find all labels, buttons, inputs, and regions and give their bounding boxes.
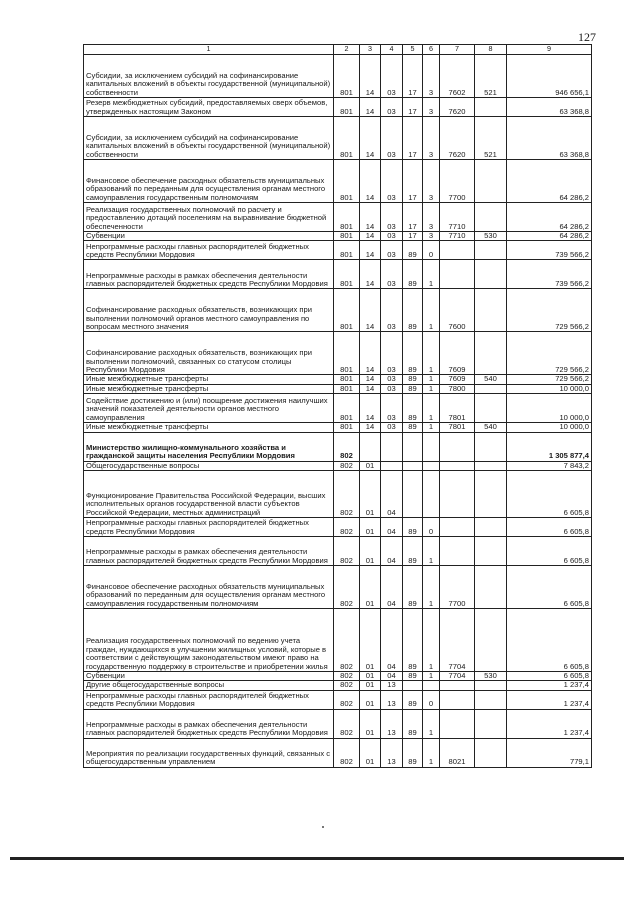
program-code <box>403 681 423 690</box>
column-header-2: 2 <box>334 45 360 55</box>
amount: 1 237,4 <box>507 681 592 690</box>
scan-speck <box>322 826 324 828</box>
target-article-code: 8021 <box>440 738 475 767</box>
program-code: 89 <box>403 332 423 375</box>
row-name: Непрограммные расходы главных распорядителей бюджетных средств Республики Мордовия <box>84 518 334 537</box>
bottom-rule <box>10 857 624 860</box>
expense-type-code <box>475 384 507 393</box>
table-row <box>84 117 592 160</box>
column-header-8: 8 <box>475 45 507 55</box>
subsection-code: 03 <box>381 160 403 203</box>
expense-type-code <box>475 518 507 537</box>
amount: 64 286,2 <box>507 203 592 232</box>
section-code: 01 <box>360 471 381 518</box>
ministry-code: 802 <box>334 461 360 470</box>
section-code: 14 <box>360 384 381 393</box>
program-code: 89 <box>403 241 423 260</box>
row-name: Софинансирование расходных обязательств, возникающих при выполнении полномочий, связанных со статусом столицы Республики Мордовия <box>84 332 334 375</box>
table-row <box>84 55 592 98</box>
amount: 10 000,0 <box>507 423 592 432</box>
ministry-code: 801 <box>334 55 360 98</box>
program-code: 89 <box>403 384 423 393</box>
row-name: Софинансирование расходных обязательств, возникающих при выполнении полномочий органов местного самоуправления по вопросам местного значения <box>84 289 334 332</box>
target-article-code: 7620 <box>440 98 475 117</box>
expense-type-code <box>475 566 507 609</box>
ministry-code: 801 <box>334 260 360 289</box>
section-code: 14 <box>360 260 381 289</box>
column-header-6: 6 <box>423 45 440 55</box>
budget-table <box>83 44 592 768</box>
section-code: 14 <box>360 289 381 332</box>
subsection-code: 03 <box>381 394 403 423</box>
section-code: 01 <box>360 690 381 709</box>
table-row <box>84 537 592 566</box>
subsection-code: 03 <box>381 260 403 289</box>
target-article-code: 7801 <box>440 423 475 432</box>
program-code <box>403 432 423 461</box>
ministry-code: 801 <box>334 289 360 332</box>
target-article-code <box>440 260 475 289</box>
column-header-9: 9 <box>507 45 592 55</box>
section-code: 01 <box>360 609 381 672</box>
ministry-code: 801 <box>334 160 360 203</box>
amount: 6 605,8 <box>507 566 592 609</box>
section-code: 14 <box>360 394 381 423</box>
target-article-code: 7801 <box>440 394 475 423</box>
table-row <box>84 609 592 672</box>
program-code: 89 <box>403 423 423 432</box>
table-row <box>84 203 592 232</box>
target-article-code: 7710 <box>440 203 475 232</box>
row-name: Реализация государственных полномочий по расчету и предоставлению дотаций поселениям на выравнивание бюджетной обеспеченности <box>84 203 334 232</box>
row-name: Непрограммные расходы в рамках обеспечения деятельности главных распорядителей бюджетных средств Республики Мордовия <box>84 537 334 566</box>
target-article-code <box>440 709 475 738</box>
program-code: 89 <box>403 289 423 332</box>
row-name: Министерство жилищно-коммунального хозяйства и гражданской защиты населения Республики Мордовия <box>84 432 334 461</box>
row-name: Мероприятия по реализации государственных функций, связанных с общегосударственным управлением <box>84 738 334 767</box>
target-article-code <box>440 690 475 709</box>
subprogram-code: 1 <box>423 709 440 738</box>
expense-type-code <box>475 98 507 117</box>
program-code <box>403 461 423 470</box>
ministry-code: 802 <box>334 518 360 537</box>
expense-type-code <box>475 332 507 375</box>
subprogram-code: 1 <box>423 384 440 393</box>
column-header-3: 3 <box>360 45 381 55</box>
subprogram-code <box>423 681 440 690</box>
amount: 6 605,8 <box>507 609 592 672</box>
amount: 7 843,2 <box>507 461 592 470</box>
ministry-code: 802 <box>334 709 360 738</box>
row-name: Иные межбюджетные трансферты <box>84 384 334 393</box>
amount: 6 605,8 <box>507 672 592 681</box>
section-code: 01 <box>360 518 381 537</box>
row-name: Общегосударственные вопросы <box>84 461 334 470</box>
subprogram-code: 3 <box>423 203 440 232</box>
amount: 1 305 877,4 <box>507 432 592 461</box>
subprogram-code: 3 <box>423 98 440 117</box>
expense-type-code <box>475 709 507 738</box>
program-code: 89 <box>403 709 423 738</box>
row-name: Непрограммные расходы в рамках обеспечения деятельности главных распорядителей бюджетных средств Республики Мордовия <box>84 260 334 289</box>
subsection-code: 04 <box>381 609 403 672</box>
subprogram-code <box>423 432 440 461</box>
target-article-code <box>440 681 475 690</box>
page-number: 127 <box>578 30 596 44</box>
section-code: 14 <box>360 232 381 241</box>
expense-type-code <box>475 471 507 518</box>
subprogram-code: 0 <box>423 518 440 537</box>
subsection-code: 13 <box>381 738 403 767</box>
subsection-code: 03 <box>381 232 403 241</box>
ministry-code: 801 <box>334 384 360 393</box>
ministry-code: 801 <box>334 117 360 160</box>
subprogram-code: 1 <box>423 672 440 681</box>
expense-type-code: 540 <box>475 423 507 432</box>
table-row <box>84 98 592 117</box>
row-name: Финансовое обеспечение расходных обязательств муниципальных образований по переданным для осуществления органам местного самоуправления государственным полномочиям <box>84 566 334 609</box>
table-row <box>84 738 592 767</box>
subprogram-code: 1 <box>423 609 440 672</box>
subprogram-code: 1 <box>423 738 440 767</box>
expense-type-code <box>475 738 507 767</box>
subsection-code: 04 <box>381 672 403 681</box>
amount: 729 566,2 <box>507 289 592 332</box>
program-code: 89 <box>403 672 423 681</box>
row-name: Иные межбюджетные трансферты <box>84 375 334 384</box>
target-article-code: 7609 <box>440 375 475 384</box>
target-article-code: 7700 <box>440 566 475 609</box>
section-code: 14 <box>360 160 381 203</box>
expense-type-code <box>475 394 507 423</box>
expense-type-code <box>475 432 507 461</box>
target-article-code <box>440 537 475 566</box>
program-code: 89 <box>403 738 423 767</box>
section-code: 14 <box>360 332 381 375</box>
table-row <box>84 566 592 609</box>
expense-type-code: 530 <box>475 232 507 241</box>
target-article-code: 7620 <box>440 117 475 160</box>
program-code: 89 <box>403 690 423 709</box>
ministry-code: 801 <box>334 203 360 232</box>
expense-type-code <box>475 537 507 566</box>
amount: 739 566,2 <box>507 260 592 289</box>
expense-type-code: 521 <box>475 55 507 98</box>
subsection-code: 04 <box>381 518 403 537</box>
target-article-code: 7609 <box>440 332 475 375</box>
program-code: 17 <box>403 55 423 98</box>
row-name: Другие общегосударственные вопросы <box>84 681 334 690</box>
program-code: 17 <box>403 117 423 160</box>
section-code: 14 <box>360 98 381 117</box>
subprogram-code: 0 <box>423 690 440 709</box>
amount: 1 237,4 <box>507 709 592 738</box>
section-code: 01 <box>360 566 381 609</box>
amount: 729 566,2 <box>507 332 592 375</box>
expense-type-code <box>475 289 507 332</box>
ministry-code: 801 <box>334 98 360 117</box>
subprogram-code: 3 <box>423 55 440 98</box>
target-article-code <box>440 471 475 518</box>
subsection-code: 13 <box>381 690 403 709</box>
target-article-code: 7700 <box>440 160 475 203</box>
amount: 64 286,2 <box>507 160 592 203</box>
program-code: 89 <box>403 394 423 423</box>
expense-type-code: 540 <box>475 375 507 384</box>
subsection-code: 04 <box>381 537 403 566</box>
table-row <box>84 394 592 423</box>
ministry-code: 802 <box>334 681 360 690</box>
subprogram-code: 1 <box>423 394 440 423</box>
target-article-code: 7602 <box>440 55 475 98</box>
subsection-code: 03 <box>381 98 403 117</box>
subsection-code: 03 <box>381 289 403 332</box>
ministry-code: 801 <box>334 332 360 375</box>
table-row <box>84 672 592 681</box>
table-row <box>84 709 592 738</box>
row-name: Непрограммные расходы в рамках обеспечения деятельности главных распорядителей бюджетных средств Республики Мордовия <box>84 709 334 738</box>
target-article-code: 7710 <box>440 232 475 241</box>
row-name: Субвенции <box>84 672 334 681</box>
ministry-code: 801 <box>334 394 360 423</box>
program-code: 17 <box>403 232 423 241</box>
expense-type-code: 530 <box>475 672 507 681</box>
section-code: 01 <box>360 672 381 681</box>
subsection-code: 03 <box>381 375 403 384</box>
table-row <box>84 332 592 375</box>
table-row <box>84 241 592 260</box>
expense-type-code <box>475 609 507 672</box>
target-article-code: 7800 <box>440 384 475 393</box>
program-code: 17 <box>403 98 423 117</box>
expense-type-code: 521 <box>475 117 507 160</box>
table-row <box>84 461 592 470</box>
subprogram-code: 3 <box>423 117 440 160</box>
section-code: 01 <box>360 681 381 690</box>
subprogram-code <box>423 471 440 518</box>
amount: 63 368,8 <box>507 117 592 160</box>
subprogram-code: 3 <box>423 160 440 203</box>
target-article-code: 7704 <box>440 609 475 672</box>
ministry-code: 801 <box>334 241 360 260</box>
amount: 739 566,2 <box>507 241 592 260</box>
amount: 64 286,2 <box>507 232 592 241</box>
subprogram-code: 1 <box>423 289 440 332</box>
table-row <box>84 471 592 518</box>
expense-type-code <box>475 160 507 203</box>
subsection-code: 03 <box>381 423 403 432</box>
subsection-code: 03 <box>381 117 403 160</box>
subprogram-code: 1 <box>423 566 440 609</box>
subprogram-code: 1 <box>423 332 440 375</box>
section-code: 14 <box>360 55 381 98</box>
program-code: 89 <box>403 260 423 289</box>
expense-type-code <box>475 260 507 289</box>
amount: 63 368,8 <box>507 98 592 117</box>
amount: 729 566,2 <box>507 375 592 384</box>
table-body <box>84 55 592 768</box>
subprogram-code: 0 <box>423 241 440 260</box>
subprogram-code <box>423 461 440 470</box>
row-name: Функционирование Правительства Российской Федерации, высших исполнительных органов государственной власти субъектов Российской Федерации, местных администраций <box>84 471 334 518</box>
subsection-code: 03 <box>381 384 403 393</box>
row-name: Непрограммные расходы главных распорядителей бюджетных средств Республики Мордовия <box>84 690 334 709</box>
column-header-5: 5 <box>403 45 423 55</box>
subsection-code <box>381 432 403 461</box>
program-code: 89 <box>403 518 423 537</box>
table-row <box>84 423 592 432</box>
subsection-code: 04 <box>381 471 403 518</box>
subsection-code: 03 <box>381 203 403 232</box>
amount: 6 605,8 <box>507 518 592 537</box>
program-code: 17 <box>403 203 423 232</box>
table-row <box>84 160 592 203</box>
expense-type-code <box>475 461 507 470</box>
row-name: Финансовое обеспечение расходных обязательств муниципальных образований по переданным для осуществления органам местного самоуправления государственным полномочиям <box>84 160 334 203</box>
subprogram-code: 1 <box>423 260 440 289</box>
amount: 6 605,8 <box>507 537 592 566</box>
target-article-code <box>440 518 475 537</box>
amount: 1 237,4 <box>507 690 592 709</box>
table-row <box>84 384 592 393</box>
section-code: 14 <box>360 203 381 232</box>
ministry-code: 802 <box>334 738 360 767</box>
ministry-code: 802 <box>334 537 360 566</box>
subsection-code: 03 <box>381 241 403 260</box>
table-row <box>84 690 592 709</box>
header-row <box>84 45 592 55</box>
row-name: Субвенции <box>84 232 334 241</box>
ministry-code: 802 <box>334 566 360 609</box>
subsection-code: 03 <box>381 55 403 98</box>
subsection-code: 04 <box>381 566 403 609</box>
amount: 779,1 <box>507 738 592 767</box>
row-name: Субсидии, за исключением субсидий на софинансирование капитальных вложений в объекты государственной (муниципальной) собственности <box>84 55 334 98</box>
ministry-code: 802 <box>334 690 360 709</box>
table-row <box>84 232 592 241</box>
program-code: 89 <box>403 566 423 609</box>
amount: 6 605,8 <box>507 471 592 518</box>
subsection-code: 13 <box>381 681 403 690</box>
expense-type-code <box>475 690 507 709</box>
row-name: Резерв межбюджетных субсидий, предоставляемых сверх объемов, утвержденных настоящим Законом <box>84 98 334 117</box>
section-code: 01 <box>360 709 381 738</box>
section-code: 01 <box>360 537 381 566</box>
column-header-7: 7 <box>440 45 475 55</box>
table-row <box>84 432 592 461</box>
row-name: Непрограммные расходы главных распорядителей бюджетных средств Республики Мордовия <box>84 241 334 260</box>
ministry-code: 802 <box>334 672 360 681</box>
row-name: Субсидии, за исключением субсидий на софинансирование капитальных вложений в объекты государственной (муниципальной) собственности <box>84 117 334 160</box>
amount: 10 000,0 <box>507 394 592 423</box>
section-code: 14 <box>360 423 381 432</box>
table-row <box>84 289 592 332</box>
table-row <box>84 681 592 690</box>
target-article-code <box>440 461 475 470</box>
program-code: 89 <box>403 537 423 566</box>
row-name: Содействие достижению и (или) поощрение достижения наилучших значений показателей деятельности органов местного самоуправления <box>84 394 334 423</box>
section-code: 14 <box>360 117 381 160</box>
subprogram-code: 1 <box>423 423 440 432</box>
row-name: Иные межбюджетные трансферты <box>84 423 334 432</box>
subsection-code: 03 <box>381 332 403 375</box>
ministry-code: 802 <box>334 609 360 672</box>
subsection-code: 13 <box>381 709 403 738</box>
ministry-code: 802 <box>334 471 360 518</box>
target-article-code: 7704 <box>440 672 475 681</box>
ministry-code: 801 <box>334 423 360 432</box>
subprogram-code: 1 <box>423 537 440 566</box>
section-code: 14 <box>360 375 381 384</box>
amount: 10 000,0 <box>507 384 592 393</box>
program-code <box>403 471 423 518</box>
column-header-1: 1 <box>84 45 334 55</box>
section-code: 14 <box>360 241 381 260</box>
expense-type-code <box>475 681 507 690</box>
table-row <box>84 518 592 537</box>
column-header-4: 4 <box>381 45 403 55</box>
subprogram-code: 3 <box>423 232 440 241</box>
ministry-code: 801 <box>334 375 360 384</box>
ministry-code: 802 <box>334 432 360 461</box>
expense-type-code <box>475 241 507 260</box>
table-row <box>84 260 592 289</box>
subsection-code <box>381 461 403 470</box>
subprogram-code: 1 <box>423 375 440 384</box>
expense-type-code <box>475 203 507 232</box>
section-code <box>360 432 381 461</box>
program-code: 89 <box>403 609 423 672</box>
amount: 946 656,1 <box>507 55 592 98</box>
section-code: 01 <box>360 738 381 767</box>
ministry-code: 801 <box>334 232 360 241</box>
program-code: 89 <box>403 375 423 384</box>
section-code: 01 <box>360 461 381 470</box>
target-article-code <box>440 241 475 260</box>
program-code: 17 <box>403 160 423 203</box>
row-name: Реализация государственных полномочий по ведению учета граждан, нуждающихся в улучшении жилищных условий, которые в соответствии с действующим законодательством имеют право на государственную поддержку в строительстве и приобретении жилья <box>84 609 334 672</box>
target-article-code: 7600 <box>440 289 475 332</box>
target-article-code <box>440 432 475 461</box>
table-row <box>84 375 592 384</box>
